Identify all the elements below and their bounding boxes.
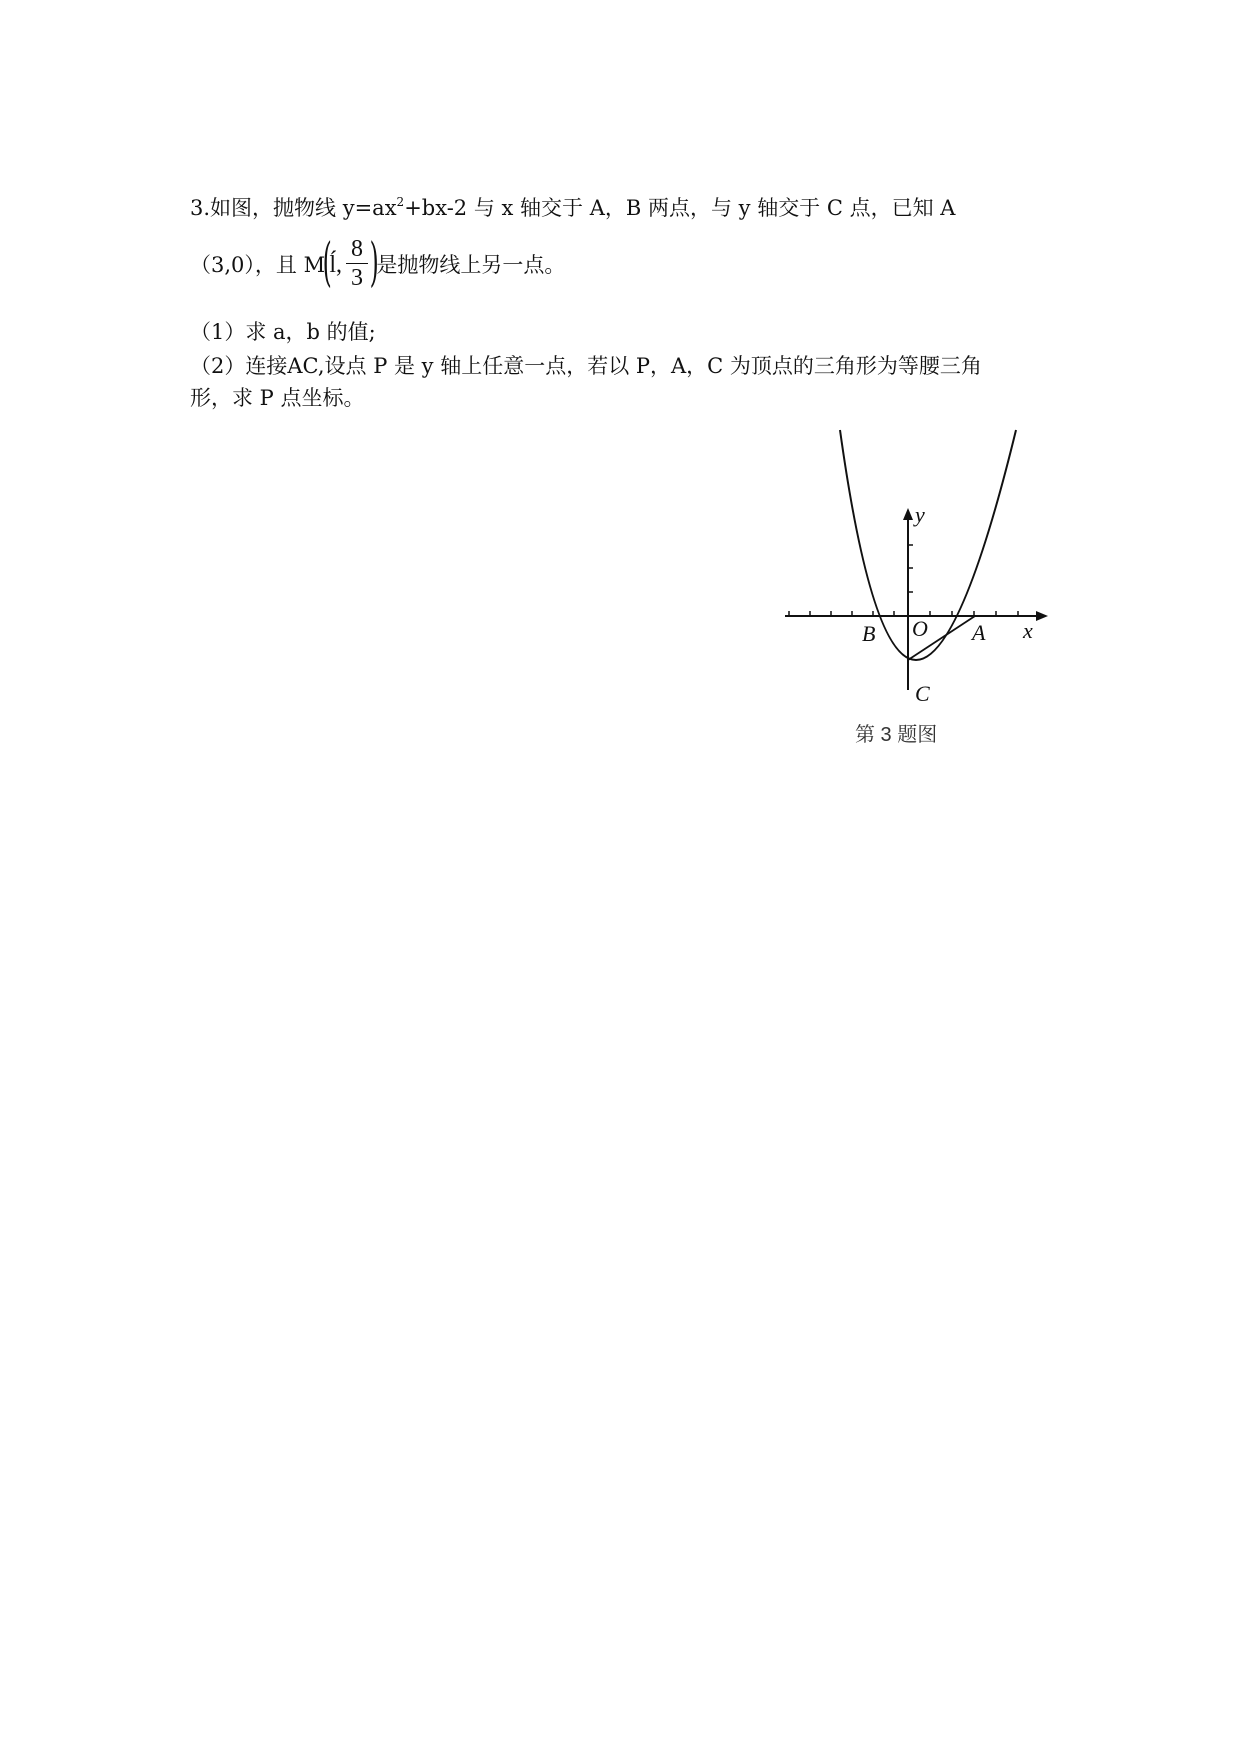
fraction-numerator: 8 — [351, 236, 364, 262]
y-axis-label: y — [915, 502, 925, 527]
point-label-a: A — [972, 620, 986, 645]
m-y-fraction — [346, 235, 368, 292]
y-axis-arrow — [903, 508, 913, 520]
figure-caption: 第 3 题图 — [855, 724, 938, 746]
x-axis-label: x — [1023, 618, 1033, 643]
point-label-b: B — [862, 621, 876, 646]
point-label-c: C — [915, 681, 930, 706]
problem-statement-line-1: 3.如图，抛物线 $y=ax^2+bx-2$ 与 x 轴交于 A，B 两点，与 y 轴交于 C 点，已知 A — [190, 195, 956, 220]
question-part-2-continued: 形，求 P 点坐标。 — [190, 386, 365, 410]
question-part-2: （2）连接AC,设点 P 是 y 轴上任意一点，若以 P，A，C 为顶点的三角形为等腰三角 — [190, 354, 982, 378]
left-paren: ( — [322, 232, 332, 293]
question-part-1: （1）求 a，b 的值; — [190, 320, 376, 344]
point-label-o: O — [912, 616, 928, 641]
problem-statement-line-2: （3,0），且 M(ĺ, $\frac{8}{3}$ )是抛物线上另一点。 — [190, 232, 566, 293]
m-x-coordinate: ĺ, — [329, 252, 343, 278]
x-axis-arrow — [1036, 611, 1048, 621]
parabola-figure — [770, 425, 1070, 755]
right-paren: ) — [369, 232, 379, 293]
fraction-denominator: 3 — [351, 265, 364, 291]
